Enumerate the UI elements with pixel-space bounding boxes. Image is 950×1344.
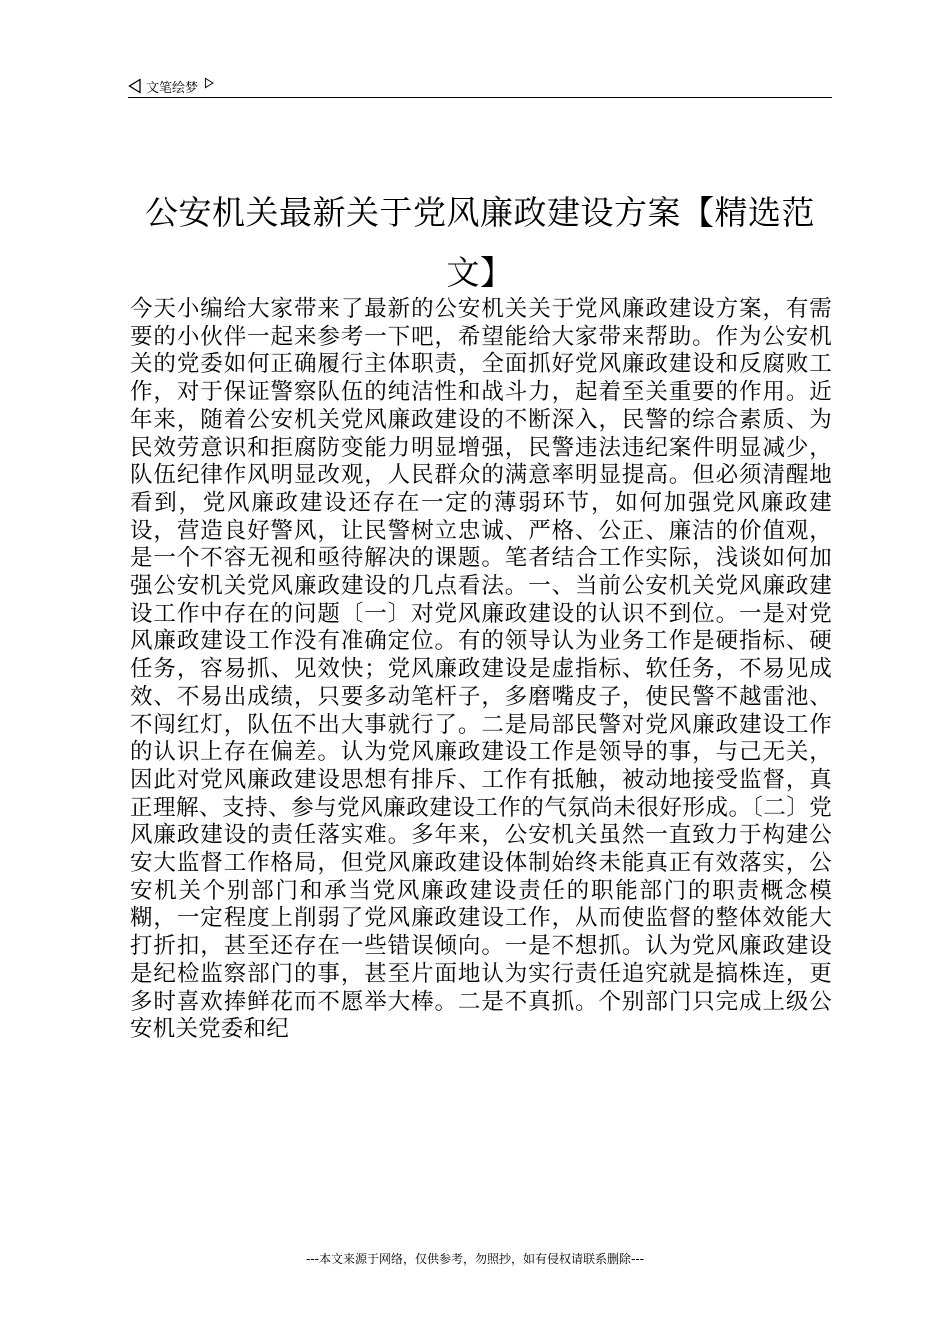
triangle-right-outline-icon [204,77,214,89]
header-rule [128,97,832,98]
document-title: 公安机关最新关于党风廉政建设方案【精选范文】 [145,193,815,292]
triangle-left-outline-icon [128,78,142,94]
page-header [128,76,832,96]
page-footer-disclaimer: ---本文来源于网络，仅供参考，勿照抄，如有侵权请联系删除--- [306,1252,644,1266]
document-body: 今天小编给大家带来了最新的公安机关关于党风廉政建设方案，有需要的小伙伴一起来参考一下吧，希望能给大家带来帮助。作为公安机关的党委如何正确履行主体职责，全面抓好党风廉政建设和反腐败工作，对于保证警察队伍的纯洁性和战斗力，起着至关重要的作用。近年来，随着公安机关党风廉政建设的不断深入，民警的综合素质、为民效劳意识和拒腐防变能力明显增强，民警违法违纪案件明显减少，队伍纪律作风明显改观，人民群众的满意率明显提高。但必须清醒地看到，党风廉政建设还存在一定的薄弱环节，如何加强党风廉政建设，营造良好警风，让民警树立忠诚、严格、公正、廉洁的价值观，是一个不容无视和亟待解决的课题。笔者结合工作实际，浅谈如何加强公安机关党风廉政建设的几点看法。一、当前公安机关党风廉政建设工作中存在的问题〔一〕对党风廉政建设的认识不到位。一是对党风廉政建设工作没有准确定位。有的领导认为业务工作是硬指标、硬任务，容易抓、见效快；党风廉政建设是虚指标、软任务，不易见成效、不易出成绩，只要多动笔杆子，多磨嘴皮子，使民警不越雷池、不闯红灯，队伍不出大事就行了。二是局部民警对党风廉政建设工作的认识上存在偏差。认为党风廉政建设工作是领导的事，与己无关，因此对党风廉政建设思想有排斥、工作有抵触，被动地接受监督，真正理解、支持、参与党风廉政建设工作的气氛尚未很好形成。〔二〕党风廉政建设的责任落实难。多年来，公安机关虽然一直致力于构建公安大监督工作格局，但党风廉政建设体制始终未能真正有效落实，公安机关个别部门和承当党风廉政建设责任的职能部门的职责概念模糊，一定程度上削弱了党风廉政建设工作，从而使监督的整体效能大打折扣，甚至还存在一些错误倾向。一是不想抓。认为党风廉政建设是纪检监察部门的事，甚至片面地认为实行责任追究就是搞株连，更多时喜欢捧鲜花而不愿举大棒。二是不真抓。个别部门只完成上级公安机关党委和纪 [130,296,832,1043]
header-brand: 文笔绘梦 [146,80,199,96]
